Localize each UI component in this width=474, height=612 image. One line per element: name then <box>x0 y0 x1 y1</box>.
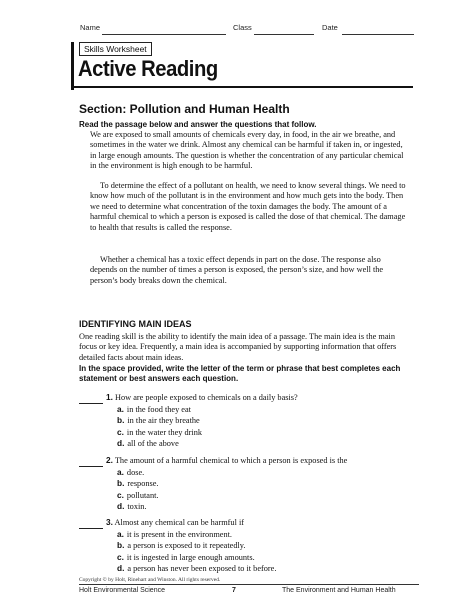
choice-3d: d. a person has never been exposed to it before. <box>117 562 277 573</box>
ideas-heading: IDENTIFYING MAIN IDEAS <box>79 319 192 329</box>
passage-instruction: Read the passage below and answer the questions that follow. <box>79 120 317 129</box>
name-label: Name <box>80 23 101 32</box>
name-field[interactable] <box>102 34 226 35</box>
choice-2a: a. dose. <box>117 467 145 478</box>
ideas-instruction: In the space provided, write the letter of the term or phrase that best completes each statement or best answers each question. <box>79 364 401 383</box>
question-stem: Almost any chemical can be harmful if <box>114 518 245 527</box>
question-2 <box>79 455 419 512</box>
choice-2b: b. response. <box>117 478 159 489</box>
class-field[interactable] <box>254 34 314 35</box>
choice-1a: a. in the food they eat <box>117 404 191 415</box>
question-stem: How are people exposed to chemicals on a daily basis? <box>115 393 298 402</box>
ideas-intro: One reading skill is the ability to identify the main idea of a passage. The main idea is the main focus or key idea. Frequently, a main idea is accompanied by supporting information that offers detailed facts about main ideas. <box>79 332 397 362</box>
question-number: 2. <box>106 455 113 465</box>
choice-3a: a. it is present in the environment. <box>117 529 232 540</box>
footer-page-number: 7 <box>232 587 236 594</box>
answer-blank-2[interactable] <box>79 456 103 467</box>
date-label: Date <box>322 23 338 32</box>
copyright-notice: Copyright © by Holt, Rinehart and Winston. All rights reserved. <box>79 577 221 583</box>
passage-paragraph-1: We are exposed to small amounts of chemicals every day, in food, in the air we breathe, and sometimes in the water we drink. Almost any chemical can be harmful if taken in, or ingested, in large enough amounts. The question is whether the concentration of any particular chemical in the environment is high enough to be harmful. <box>90 130 404 171</box>
question-stem: The amount of a harmful chemical to which a person is exposed is the <box>114 456 348 465</box>
date-field[interactable] <box>342 34 414 35</box>
choice-1c: c. in the water they drink <box>117 426 203 437</box>
choice-3b: b. a person is exposed to it repeatedly. <box>117 540 246 551</box>
page-title: Active Reading <box>78 56 218 81</box>
footer-rule <box>79 584 419 585</box>
choice-2d: d. toxin. <box>117 500 147 511</box>
choice-1d: d. all of the above <box>117 437 179 448</box>
class-label: Class <box>233 23 252 32</box>
choice-1b: b. in the air they breathe <box>117 415 200 426</box>
question-3 <box>79 517 419 574</box>
passage-paragraph-2: To determine the effect of a pollutant on health, we need to know several things. We need to know how much of the pollutant is in the environment and how much gets into the body. Then we need to determine what concentration of the toxin damages the body. The amount of a harmful chemical to which a person is exposed is called the dose of that chemical. The damage to health that results is called the response. <box>90 181 406 232</box>
passage-paragraph-3: Whether a chemical has a toxic effect depends in part on the dose. The response also depends on the number of times a person is exposed, the person’s size, and how well the person’s body breaks down the chemical. <box>90 255 384 285</box>
answer-blank-3[interactable] <box>79 518 103 529</box>
choice-2c: c. pollutant. <box>117 489 159 500</box>
choice-3c: c. it is ingested in large enough amounts. <box>117 551 255 562</box>
worksheet-tag: Skills Worksheet <box>79 42 152 56</box>
section-title: Section: Pollution and Human Health <box>79 102 290 116</box>
question-number: 3. <box>106 517 113 527</box>
footer-chapter-title: The Environment and Human Health <box>282 587 396 594</box>
question-1 <box>79 392 419 449</box>
question-number: 1. <box>106 392 113 402</box>
footer-book-title: Holt Environmental Science <box>79 587 165 594</box>
answer-blank-1[interactable] <box>79 393 103 404</box>
title-rule <box>71 86 413 88</box>
title-accent-bar <box>71 42 74 90</box>
